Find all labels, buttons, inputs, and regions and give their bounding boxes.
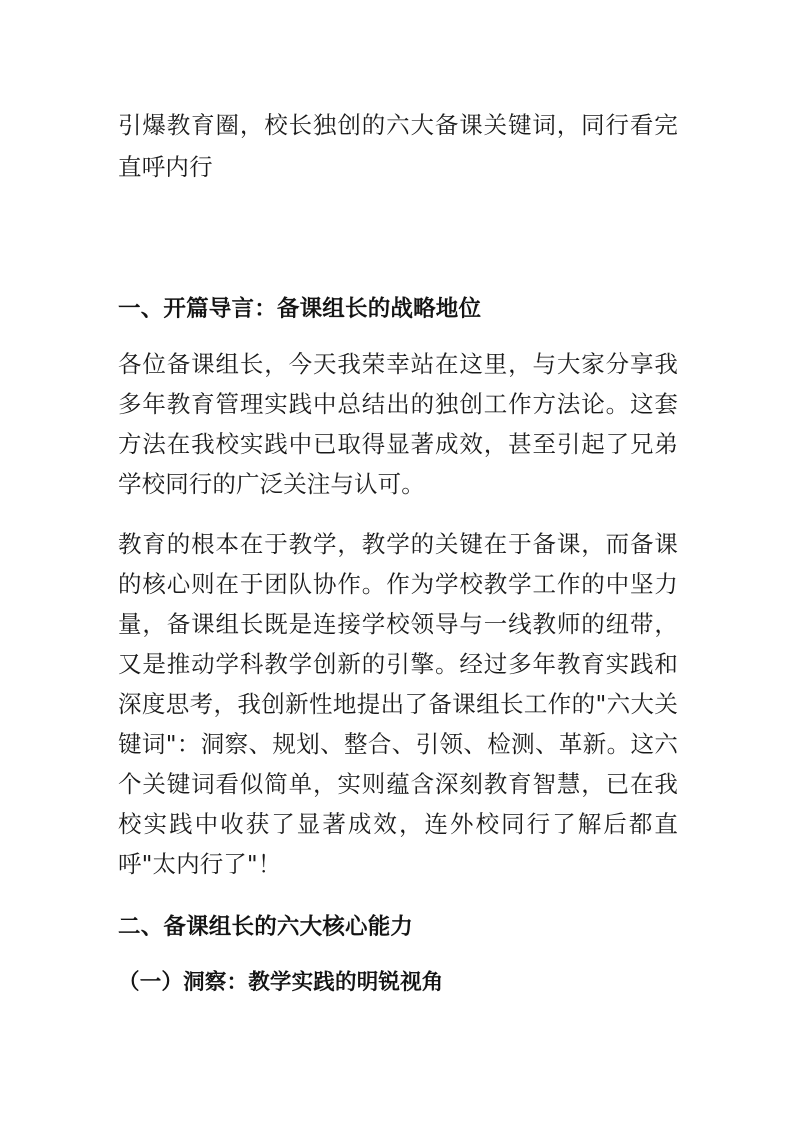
section-heading-two: 二、备课组长的六大核心能力: [118, 914, 414, 940]
document-content: [118, 104, 678, 1000]
heading-paragraph-spacer: [118, 326, 678, 344]
paragraph-spacer: [118, 504, 678, 524]
heading-subheading-spacer: [118, 944, 678, 966]
section-one-paragraph-2: 教育的根本在于教学，教学的关键在于备课，而备课的核心则在于团队协作。作为学校教学工作的中坚力量，备课组长既是连接学校领导与一线教师的纽带，又是推动学科教学创新的引擎。经过多年教育实践和深度思考，我创新性地提出了备课组长工作的"六大关键词"：洞察、规划、整合、引领、检测、革新。这六个关键词看似简单，实则蕴含深刻教育智慧，已在我校实践中收获了显著成效，连外校同行了解后都直呼"太内行了"！: [118, 530, 678, 878]
title-section-spacer: [118, 188, 678, 292]
page-title: 引爆教育圈，校长独创的六大备课关键词，同行看完直呼内行: [118, 111, 678, 181]
paragraph-heading-spacer: [118, 884, 678, 910]
section-heading-one: 一、开篇导言：备课组长的战略地位: [118, 296, 482, 322]
section-two-subheading-one: （一）洞察：教学实践的明锐视角: [118, 970, 444, 995]
section-one-paragraph-1: 各位备课组长，今天我荣幸站在这里，与大家分享我多年教育管理实践中总结出的独创工作方法论。这套方法在我校实践中已取得显著成效，甚至引起了兄弟学校同行的广泛关注与认可。: [118, 350, 678, 498]
